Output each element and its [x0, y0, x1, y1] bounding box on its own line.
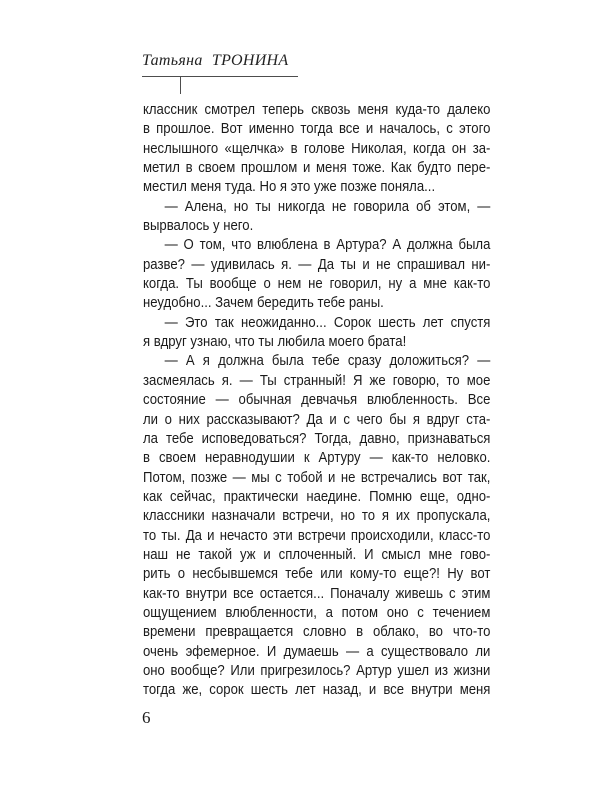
text-line: в своем неравнодушии к Артуру — как-то неловко.	[143, 450, 491, 467]
text-line: разве? — удивилась я. — Да ты и не спрашивал ни-	[143, 256, 491, 273]
text-line: тогда же, сорок шесть лет назад, и все внутри меня	[143, 682, 491, 699]
text-line: неудобно... Зачем бередить тебе раны.	[143, 295, 384, 312]
paragraph	[143, 101, 490, 198]
paragraph	[143, 314, 490, 353]
text-line: как сейчас, практически наедине. Помню еще, одно-	[143, 488, 491, 505]
paragraph	[143, 198, 490, 237]
text-line: местил меня туда. Но я это уже позже поняла...	[143, 179, 436, 196]
text-line: когда. Ты вообще о нем не говорил, ну а мне как-то	[143, 276, 491, 293]
text-line: ла тебе исповедоваться? Тогда, давно, признаваться	[143, 430, 491, 447]
text-line: классник смотрел теперь сквозь меня куда-то далеко	[143, 102, 491, 118]
text-line: состояние — обычная девчачья влюбленность. Все	[143, 392, 491, 409]
text-line: времени превращается словно в облако, во что-то	[143, 624, 491, 641]
text-line: наш не такой уж и сплоченный. И смысл мне гово-	[143, 546, 491, 563]
text-line: Потом, позже — мы с тобой и не встречались вот так,	[143, 469, 491, 486]
text-line: ли о них рассказывают? Да и с чего бы я вдруг ста-	[143, 411, 491, 428]
text-line: — О том, что влюблена в Артура? А должна была	[164, 237, 491, 254]
text-line: я вдруг узнаю, что ты любила моего брата!	[143, 334, 407, 351]
text-line: очень эфемерное. И думаешь — а существовало ли	[143, 643, 491, 660]
text-line: метил в своем прошлом и меня тоже. Как будто пере-	[143, 160, 491, 177]
text-line: неслышного «щелчка» в голове Николая, когда он за-	[143, 140, 491, 157]
text-line: классники назначали встречи, но то я их пропускала,	[143, 508, 491, 525]
running-header-author: Татьяна ТРОНИНА	[142, 52, 289, 69]
text-line: — Это так неожиданно... Сорок шесть лет спустя	[164, 314, 491, 331]
text-line: — А я должна была тебе сразу доложиться? —	[164, 353, 491, 370]
text-line: ощущением влюбленности, а потом оно с течением	[143, 604, 491, 621]
text-line: засмеялась я. — Ты странный! Я же говорю, то мое	[143, 372, 491, 389]
text-line: вырвалось у него.	[143, 218, 254, 235]
text-line: — Алена, но ты никогда не говорила об этом, —	[164, 198, 491, 215]
page-body-text	[143, 101, 490, 701]
text-line: оно вообще? Или пригрезилось? Артур ушел из жизни	[143, 662, 491, 679]
text-line: в прошлое. Вот именно тогда все и началось, с этого	[143, 121, 491, 138]
header-rule	[142, 76, 298, 77]
text-line: рить о несбывшемся тебе или кому-то еще?! Ну вот	[143, 566, 491, 583]
header-tick-mark	[180, 76, 181, 94]
text-line: как-то внутри все остается... Поначалу живешь с этим	[143, 585, 491, 602]
paragraph	[143, 236, 490, 313]
page-number: 6	[142, 708, 151, 727]
paragraph	[143, 352, 490, 700]
text-line: то ты. Да и нечасто эти встречи происходили, класс-то	[143, 527, 491, 544]
